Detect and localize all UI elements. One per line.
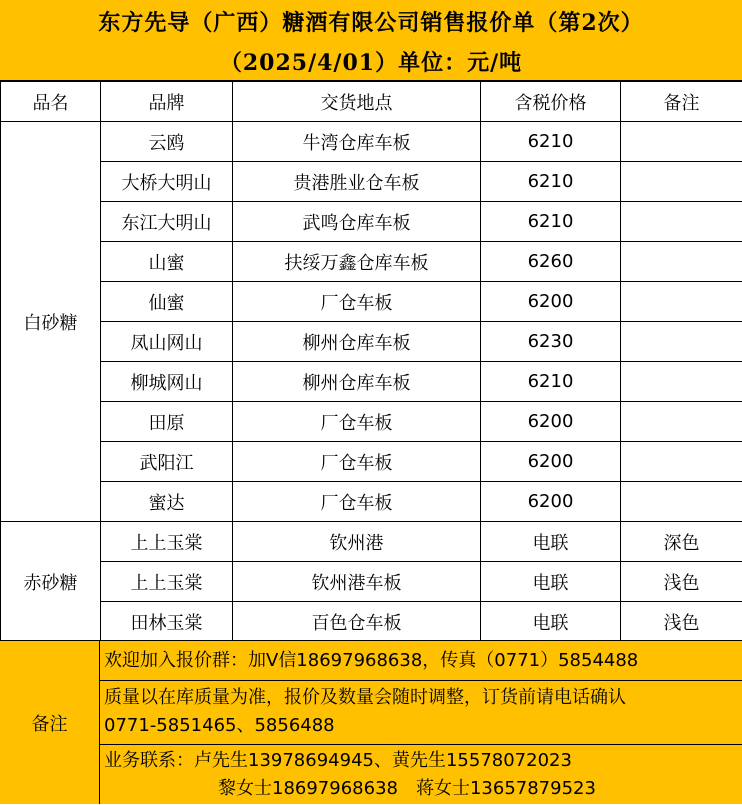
cell-place: 柳州仓库车板 xyxy=(233,322,481,362)
cell-place: 柳州仓库车板 xyxy=(233,362,481,402)
cell-brand: 上上玉棠 xyxy=(101,522,233,562)
cell-place: 扶绥万鑫仓库车板 xyxy=(233,242,481,282)
cell-price: 6230 xyxy=(481,322,621,362)
remark-business-contacts xyxy=(100,745,742,805)
table-row xyxy=(1,202,742,242)
cell-brand: 柳城网山 xyxy=(101,362,233,402)
cell-note xyxy=(621,242,742,282)
remark-contacts-line2: 黎女士18697968638 蒋女士13657879523 xyxy=(104,775,742,803)
cell-note xyxy=(621,362,742,402)
cell-place: 钦州港车板 xyxy=(233,562,481,602)
table-row xyxy=(1,602,742,642)
cell-brand: 田林玉棠 xyxy=(101,602,233,642)
cell-price: 6210 xyxy=(481,122,621,162)
table-row xyxy=(1,322,742,362)
product-brown-sugar: 赤砂糖 xyxy=(1,522,101,642)
sheet-subtitle-date-unit: （2025/4/01）单位：元/吨 xyxy=(0,46,742,77)
cell-price: 电联 xyxy=(481,562,621,602)
cell-brand: 东江大明山 xyxy=(101,202,233,242)
header-product: 品名 xyxy=(1,82,101,122)
cell-place: 厂仓车板 xyxy=(233,442,481,482)
cell-place: 厂仓车板 xyxy=(233,282,481,322)
cell-note xyxy=(621,282,742,322)
table-row xyxy=(1,482,742,522)
cell-brand: 大桥大明山 xyxy=(101,162,233,202)
cell-note: 浅色 xyxy=(621,602,742,642)
cell-note xyxy=(621,442,742,482)
table-row xyxy=(1,162,742,202)
product-white-sugar: 白砂糖 xyxy=(1,122,101,522)
table-row xyxy=(1,282,742,322)
cell-note xyxy=(621,202,742,242)
cell-brand: 仙蜜 xyxy=(101,282,233,322)
cell-note xyxy=(621,122,742,162)
cell-note xyxy=(621,402,742,442)
cell-brand: 上上玉棠 xyxy=(101,562,233,602)
cell-brand: 云鸥 xyxy=(101,122,233,162)
cell-note xyxy=(621,162,742,202)
cell-place: 百色仓车板 xyxy=(233,602,481,642)
cell-brand: 凤山网山 xyxy=(101,322,233,362)
cell-brand: 山蜜 xyxy=(101,242,233,282)
cell-price: 6200 xyxy=(481,442,621,482)
cell-brand: 田原 xyxy=(101,402,233,442)
cell-place: 武鸣仓库车板 xyxy=(233,202,481,242)
cell-price: 6260 xyxy=(481,242,621,282)
price-table xyxy=(0,81,742,642)
table-row xyxy=(1,362,742,402)
cell-brand: 武阳江 xyxy=(101,442,233,482)
header-remark: 备注 xyxy=(621,82,742,122)
remark-quality-phones: 0771-5851465、5856488 xyxy=(104,712,742,740)
cell-note xyxy=(621,482,742,522)
cell-note: 深色 xyxy=(621,522,742,562)
cell-place: 贵港胜业仓车板 xyxy=(233,162,481,202)
cell-note: 浅色 xyxy=(621,562,742,602)
cell-place: 厂仓车板 xyxy=(233,482,481,522)
table-row xyxy=(1,442,742,482)
table-row xyxy=(1,242,742,282)
cell-price: 电联 xyxy=(481,522,621,562)
cell-price: 6210 xyxy=(481,162,621,202)
table-row xyxy=(1,122,742,162)
remarks-section xyxy=(0,640,742,804)
sheet-title: 东方先导（广西）糖酒有限公司销售报价单（第2次） xyxy=(0,6,742,37)
table-row xyxy=(1,522,742,562)
remark-join-group-text: 欢迎加入报价群：加V信18697968638，传真（0771）5854488 xyxy=(104,650,638,671)
table-row xyxy=(1,562,742,602)
cell-place: 厂仓车板 xyxy=(233,402,481,442)
header-brand: 品牌 xyxy=(101,82,233,122)
remarks-label: 备注 xyxy=(0,641,100,804)
cell-price: 6210 xyxy=(481,362,621,402)
remark-contacts-line1: 业务联系：卢先生13978694945、黄先生15578072023 xyxy=(104,747,742,775)
cell-price: 6200 xyxy=(481,282,621,322)
cell-price: 6200 xyxy=(481,482,621,522)
remark-quality-notice xyxy=(100,681,742,745)
cell-brand: 蜜达 xyxy=(101,482,233,522)
cell-price: 6200 xyxy=(481,402,621,442)
header-delivery-place: 交货地点 xyxy=(233,82,481,122)
cell-price: 6210 xyxy=(481,202,621,242)
header-price-with-tax: 含税价格 xyxy=(481,82,621,122)
cell-price: 电联 xyxy=(481,602,621,642)
cell-place: 钦州港 xyxy=(233,522,481,562)
cell-place: 牛湾仓库车板 xyxy=(233,122,481,162)
table-header-row xyxy=(1,82,742,122)
title-band xyxy=(0,0,742,81)
remark-join-group xyxy=(100,643,742,681)
table-row xyxy=(1,402,742,442)
remark-quality-text: 质量以在库质量为准，报价及数量会随时调整，订货前请电话确认 xyxy=(104,684,742,712)
cell-note xyxy=(621,322,742,362)
